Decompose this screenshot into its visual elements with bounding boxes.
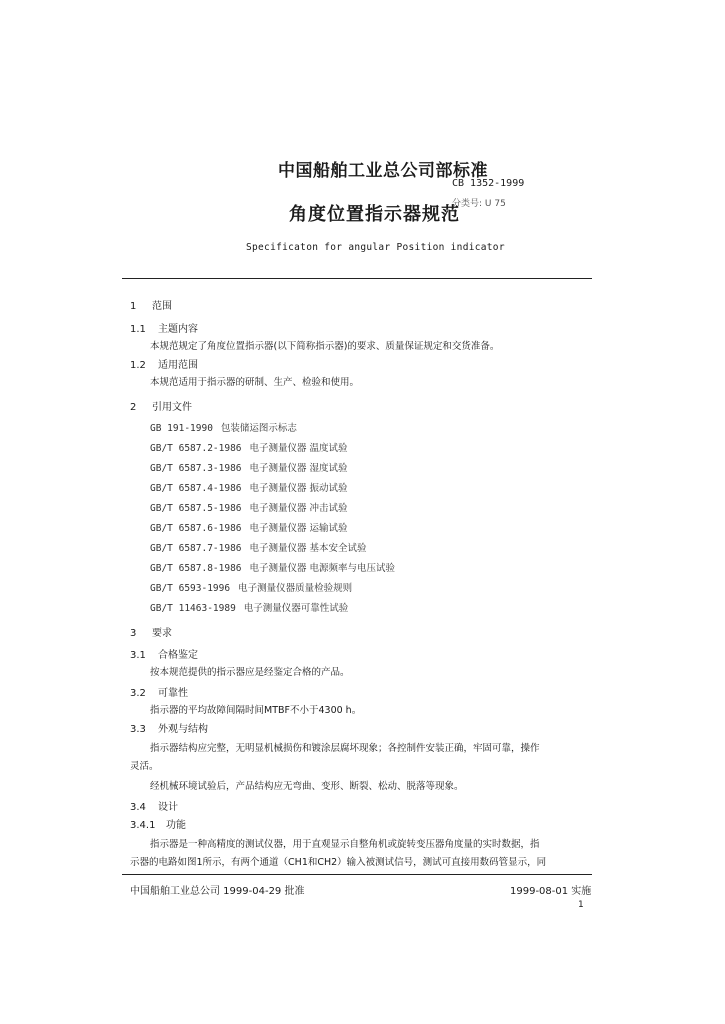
english-title: Specificaton for angular Position indicator xyxy=(246,242,505,253)
section-3-4-heading: 3.4 设计 xyxy=(130,802,178,813)
header-divider xyxy=(122,278,592,279)
section-3-2-text: 指示器的平均故障间隔时间MTBF不小于4300 h。 xyxy=(150,705,362,716)
reference-item: GB/T 6587.3-1986 电子测量仪器 湿度试验 xyxy=(150,463,348,474)
section-3-4-1-heading: 3.4.1 功能 xyxy=(130,820,186,831)
reference-item: GB/T 6593-1996 电子测量仪器质量检验规则 xyxy=(150,583,353,594)
reference-item: GB/T 11463-1989 电子测量仪器可靠性试验 xyxy=(150,603,349,614)
classification-number: 分类号: U 75 xyxy=(452,199,506,209)
reference-item: GB/T 6587.6-1986 电子测量仪器 运输试验 xyxy=(150,523,348,534)
section-3-4-1-text-line1: 指示器是一种高精度的测试仪器，用于直观显示自整角机或旋转变压器角度量的实时数据，指 xyxy=(150,839,540,850)
reference-item: GB/T 6587.4-1986 电子测量仪器 振动试验 xyxy=(150,483,348,494)
reference-item: GB/T 6587.7-1986 电子测量仪器 基本安全试验 xyxy=(150,543,367,554)
effective-date: 1999-08-01 实施 xyxy=(510,886,592,897)
section-3-4-1-text-line2: 示器的电路如图1所示，有两个通道（CH1和CH2）输入被测试信号，测试可直接用数码管显示，同 xyxy=(130,857,547,868)
reference-item: GB/T 6587.2-1986 电子测量仪器 温度试验 xyxy=(150,443,348,454)
reference-item: GB/T 6587.5-1986 电子测量仪器 冲击试验 xyxy=(150,503,348,514)
section-3-2-heading: 3.2 可靠性 xyxy=(130,688,188,699)
approval-date: 中国船舶工业总公司 1999-04-29 批准 xyxy=(130,886,305,897)
section-3-heading: 3 要求 xyxy=(130,628,172,639)
document-title: 角度位置指示器规范 xyxy=(289,204,460,225)
section-3-3-heading: 3.3 外观与结构 xyxy=(130,724,208,735)
section-1-2-heading: 1.2 适用范围 xyxy=(130,360,198,371)
standard-organization: 中国船舶工业总公司部标准 xyxy=(278,161,488,181)
section-2-heading: 2 引用文件 xyxy=(130,402,192,413)
section-1-heading: 1 范围 xyxy=(130,301,172,312)
section-3-1-heading: 3.1 合格鉴定 xyxy=(130,650,198,661)
section-3-3-text-line2: 灵活。 xyxy=(130,761,159,772)
section-1-2-text: 本规范适用于指示器的研制、生产、检验和使用。 xyxy=(150,377,360,388)
section-3-1-text: 按本规范提供的指示器应是经鉴定合格的产品。 xyxy=(150,667,350,678)
page-number: 1 xyxy=(578,900,584,910)
footer-divider xyxy=(122,874,592,875)
reference-item: GB/T 6587.8-1986 电子测量仪器 电源频率与电压试验 xyxy=(150,563,396,574)
standard-code: CB 1352-1999 xyxy=(452,178,525,189)
section-1-1-text: 本规范规定了角度位置指示器(以下简称指示器)的要求、质量保证规定和交货准备。 xyxy=(150,341,500,352)
section-3-3-text-line1: 指示器结构应完整，无明显机械损伤和镀涂层腐坏现象；各控制件安装正确，牢固可靠，操作 xyxy=(150,743,540,754)
section-1-1-heading: 1.1 主题内容 xyxy=(130,324,198,335)
reference-item: GB 191-1990 包装储运图示标志 xyxy=(150,423,297,434)
section-3-3-text-para2: 经机械环境试验后，产品结构应无弯曲、变形、断裂、松动、脱落等现象。 xyxy=(150,781,464,792)
